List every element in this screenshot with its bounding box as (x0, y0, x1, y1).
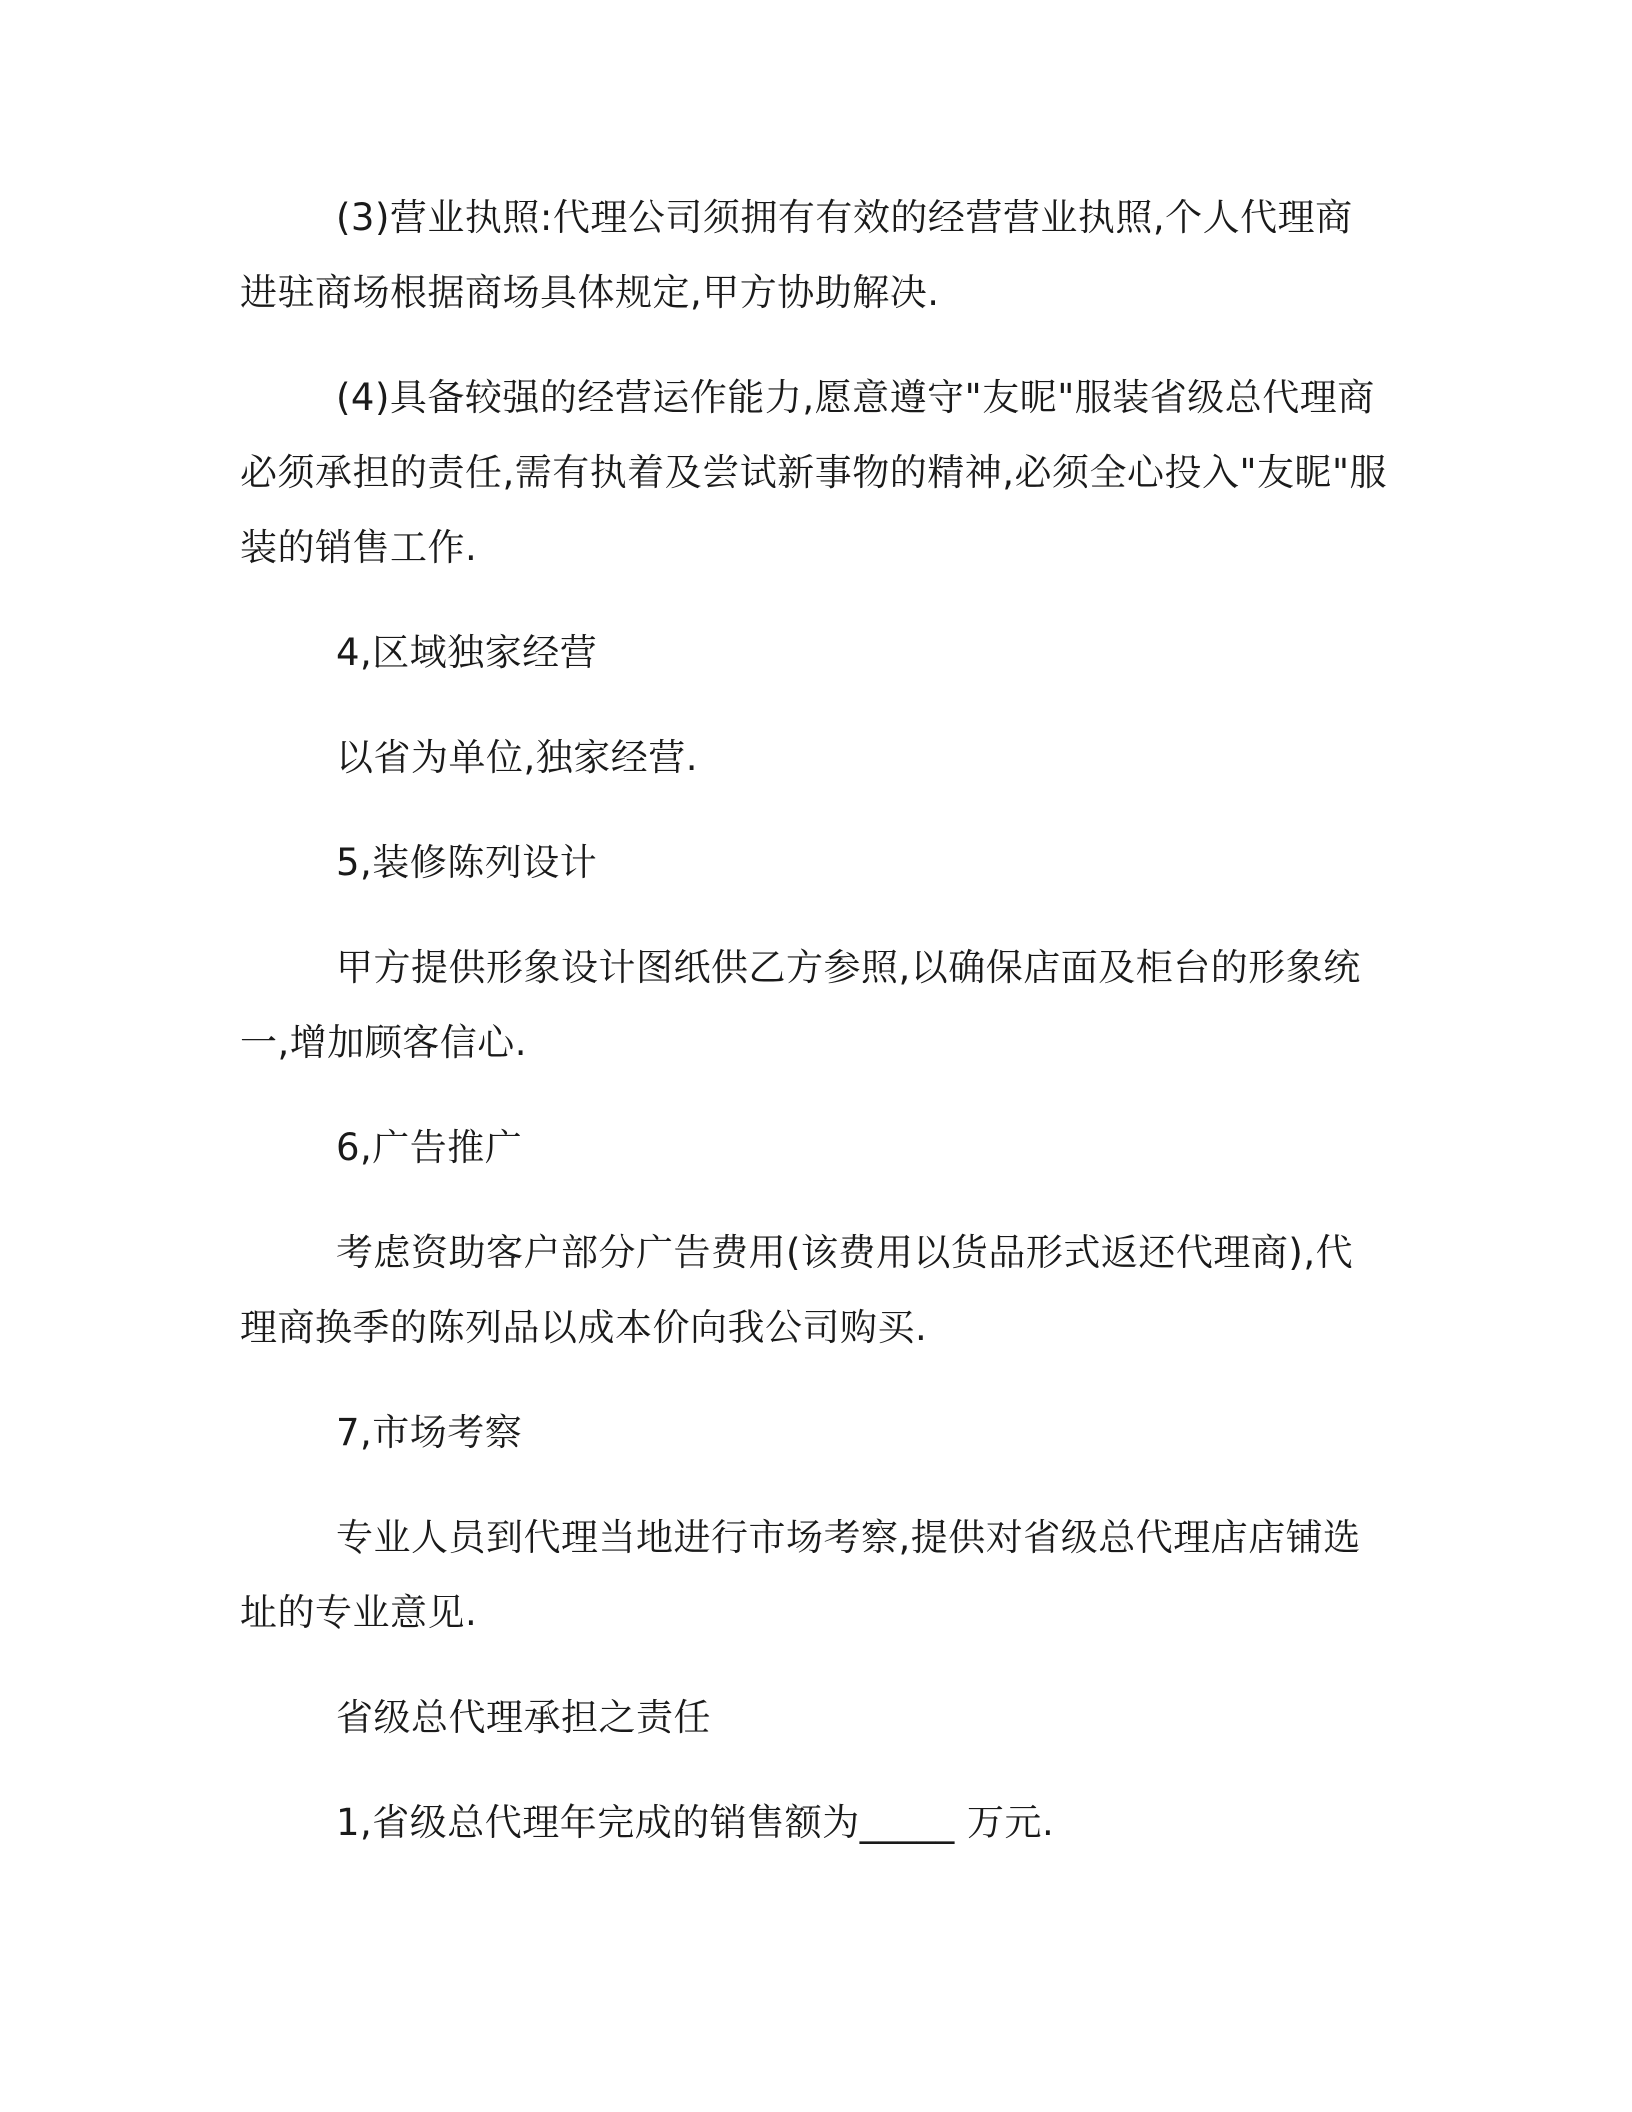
paragraph-gap (240, 1755, 1390, 1785)
paragraph-sales-target: 1,省级总代理年完成的销售额为_____ 万元. (336, 1801, 1055, 1844)
paragraph-gap (240, 1365, 1390, 1395)
paragraph-gap (240, 1470, 1390, 1500)
paragraph-gap (240, 1080, 1390, 1110)
paragraph-advertising: 考虑资助客户部分广告费用(该费用以货品形式返还代理商),代理商换季的陈列品以成本价向我公司购买. (240, 1231, 1354, 1349)
paragraph-regional-exclusive: 以省为单位,独家经营. (336, 736, 699, 779)
paragraph-gap (240, 1185, 1390, 1215)
paragraph-operating-ability: (4)具备较强的经营运作能力,愿意遵守"友昵"服装省级总代理商必须承担的责任,需有执着及尝试新事物的精神,必须全心投入"友昵"服装的销售工作. (240, 376, 1388, 569)
paragraph-gap (240, 585, 1390, 615)
paragraph-gap (240, 690, 1390, 720)
paragraph-gap (240, 1650, 1390, 1680)
heading-advertising: 6,广告推广 (336, 1126, 523, 1169)
paragraph-gap (240, 795, 1390, 825)
paragraph-decoration-display: 甲方提供形象设计图纸供乙方参照,以确保店面及柜台的形象统一,增加顾客信心. (240, 946, 1361, 1064)
paragraph-gap (240, 900, 1390, 930)
paragraph-market-survey: 专业人员到代理当地进行市场考察,提供对省级总代理店店铺选址的专业意见. (240, 1516, 1361, 1634)
document-page (240, 180, 1390, 1860)
heading-market-survey: 7,市场考察 (336, 1411, 523, 1454)
heading-agent-responsibilities: 省级总代理承担之责任 (336, 1696, 711, 1739)
paragraph-gap (240, 330, 1390, 360)
heading-regional-exclusive: 4,区域独家经营 (336, 631, 598, 674)
paragraph-business-license: (3)营业执照:代理公司须拥有有效的经营营业执照,个人代理商进驻商场根据商场具体规定,甲方协助解决. (240, 196, 1353, 314)
heading-decoration-display: 5,装修陈列设计 (336, 841, 598, 884)
